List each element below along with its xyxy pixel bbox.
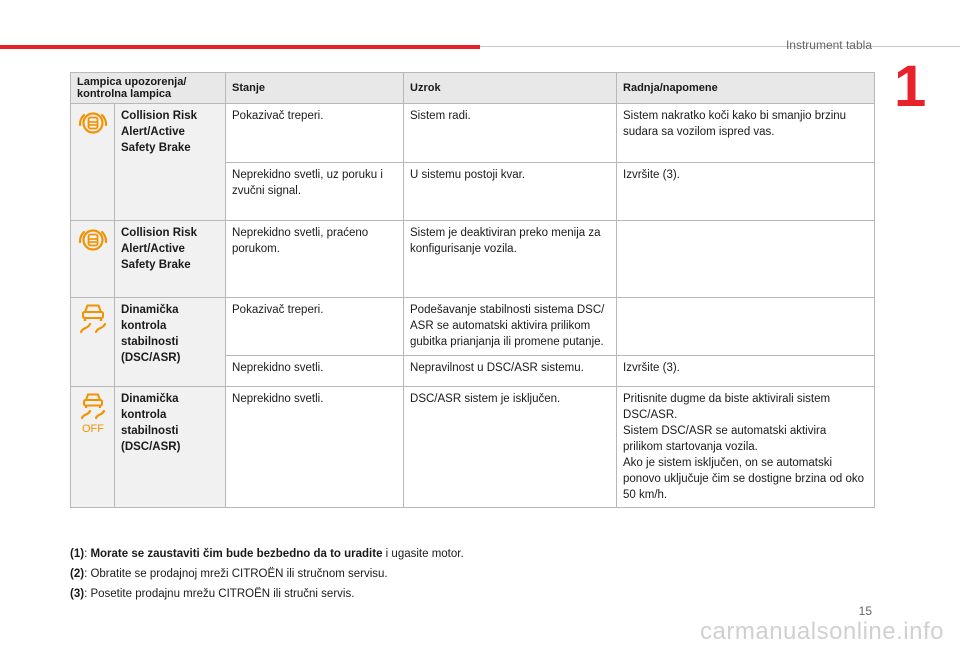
stability-control-off-icon <box>77 391 108 435</box>
lamp-icon-cell <box>71 298 115 387</box>
lamp-icon-cell <box>71 387 115 508</box>
cause-cell: Podešavanje stabilnosti sistema DSC/ ASR se automatski aktivira prilikom gubitka prianjanja ili promene putanje. <box>404 298 617 356</box>
state-cell: Pokazivač treperi. <box>226 298 404 356</box>
footnote-2: (2): Obratite se prodajnoj mreži CITROËN ili stručnom servisu. <box>70 568 388 580</box>
footnote-1-bold: Morate se zaustaviti čim bude bezbedno da to uradite <box>90 548 383 560</box>
footnote-1: (1): Morate se zaustaviti čim bude bezbedno da to uradite i ugasite motor. <box>70 548 464 560</box>
section-title: Instrument tabla <box>785 38 872 52</box>
lamp-icon-cell <box>71 104 115 221</box>
action-line: Ako je sistem isključen, on se automatski ponovo uključuje čim se dostigne brzina od oko 50 km/h. <box>623 457 865 501</box>
table-row <box>71 387 875 508</box>
action-line: Sistem DSC/ASR se automatski aktivira prilikom startovanja vozila. <box>623 425 827 453</box>
off-icon-label: OFF <box>81 423 104 435</box>
cause-cell: Nepravilnost u DSC/ASR sistemu. <box>404 356 617 387</box>
header-lamp <box>71 73 226 104</box>
lamp-name: Collision Risk Alert/Active Safety Brake <box>115 104 226 221</box>
header-action: Radnja/napomene <box>617 73 875 104</box>
action-cell: Izvršite (3). <box>617 356 875 387</box>
table-header-row <box>71 73 875 104</box>
page-number: 15 <box>858 604 872 618</box>
cause-cell: U sistemu postoji kvar. <box>404 163 617 221</box>
chapter-number: 1 <box>894 54 927 119</box>
watermark: carmanualsonline.info <box>700 618 944 645</box>
state-cell: Neprekidno svetli. <box>226 387 404 508</box>
header-red-bar <box>0 45 480 49</box>
action-cell <box>617 221 875 298</box>
header-grey-line <box>480 46 960 47</box>
lamp-name: Dinamička kontrola stabilnosti (DSC/ASR) <box>115 387 226 508</box>
header-state: Stanje <box>226 73 404 104</box>
header-cause: Uzrok <box>404 73 617 104</box>
action-cell <box>617 298 875 356</box>
lamp-name: Dinamička kontrola stabilnosti (DSC/ASR) <box>115 298 226 387</box>
lamp-name: Collision Risk Alert/Active Safety Brake <box>115 221 226 298</box>
action-cell: Sistem nakratko koči kako bi smanjio brzinu sudara sa vozilom ispred vas. <box>617 104 875 163</box>
state-cell: Neprekidno svetli, uz poruku i zvučni signal. <box>226 163 404 221</box>
collision-alert-icon <box>77 108 108 138</box>
cause-cell: Sistem radi. <box>404 104 617 163</box>
table-row <box>71 221 875 298</box>
table-row <box>71 298 875 356</box>
footnote-3: (3): Posetite prodajnu mrežu CITROËN ili stručni servis. <box>70 588 355 600</box>
table-row <box>71 104 875 163</box>
lamp-icon-cell <box>71 221 115 298</box>
action-cell <box>617 387 875 508</box>
header-lamp-line1: Lampica upozorenja/ <box>77 76 187 88</box>
state-cell: Pokazivač treperi. <box>226 104 404 163</box>
state-cell: Neprekidno svetli. <box>226 356 404 387</box>
collision-alert-icon <box>77 225 108 255</box>
action-cell: Izvršite (3). <box>617 163 875 221</box>
footnotes <box>70 546 464 606</box>
action-line: Pritisnite dugme da biste aktivirali sistem DSC/ASR. <box>623 393 831 421</box>
cause-cell: DSC/ASR sistem je isključen. <box>404 387 617 508</box>
header-lamp-line2: kontrolna lampica <box>77 88 172 100</box>
stability-control-icon <box>77 302 108 334</box>
warning-lamp-table <box>70 72 875 508</box>
state-cell: Neprekidno svetli, praćeno porukom. <box>226 221 404 298</box>
cause-cell: Sistem je deaktiviran preko menija za konfigurisanje vozila. <box>404 221 617 298</box>
